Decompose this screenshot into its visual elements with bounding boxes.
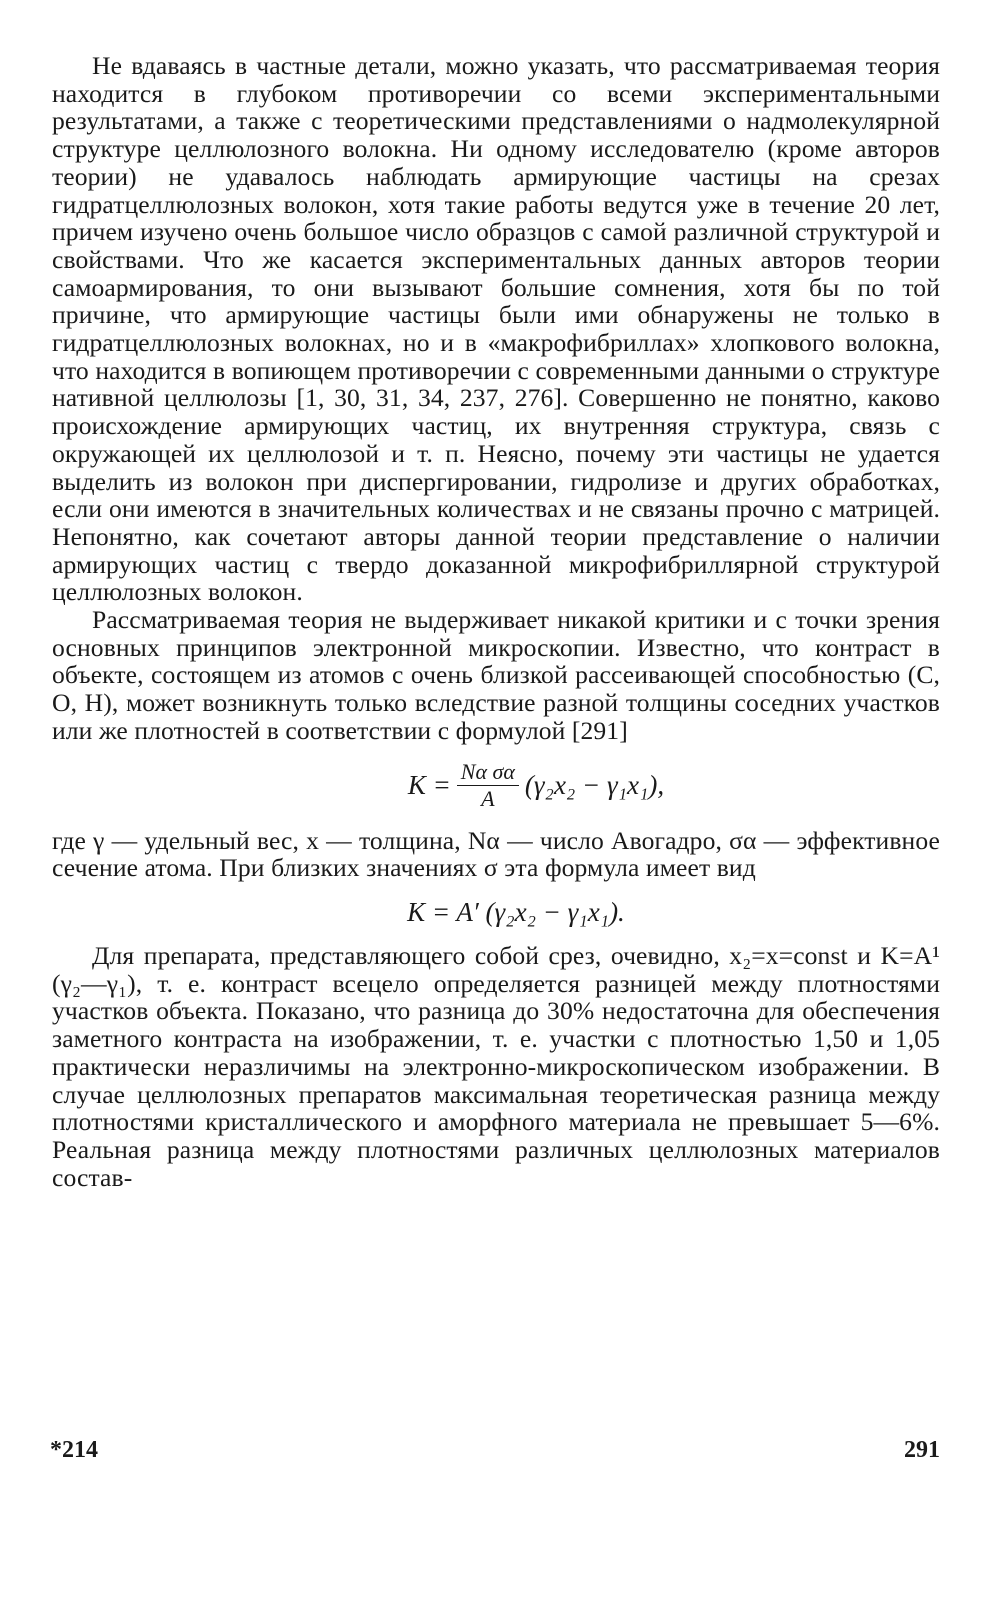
simplified-formula: K = A′ (γ₂x₂ − γ₁x₁). <box>407 896 625 927</box>
contrast-formula <box>52 745 940 827</box>
signature-mark: *214 <box>50 1437 98 1463</box>
formula-fraction <box>457 759 519 812</box>
paragraph-1: Не вдаваясь в частные детали, можно указать, что рассматриваемая теория находится в глубоком противоречии со всеми экспериментальными результатами, а также с теоретическими представлениями о надмолекулярной структуре целлюлозного волокна. Ни одному исследователю (кроме авторов теории) не удавалось наблюдать армирующие частицы на срезах гидратцеллюлозных волокон, хотя такие работы ведутся уже в течение 20 лет, причем изучено очень большое число образцов с самой различной структурой и свойствами. Что же касается экспериментальных данных авторов теории самоармирования, то они вызывают большие сомнения, хотя бы по той причине, что армирующие частицы были ими обнаружены не только в гидратцеллюлозных волокнах, но и в «макрофибриллах» хлопкового волокна, что находится в вопиющем противоречии с современными данными о структуре нативной целлюлозы [1, 30, 31, 34, 237, 276]. Совершенно не понятно, каково происхождение армирующих частиц, их внутренняя структура, связь с окружающей их целлюлозой и т. п. Неясно, почему эти частицы не удается выделить из волокон при диспергировании, гидролизе и других обработках, если они имеются в значительных количествах и не связаны прочно с матрицей. Непонятно, как сочетают авторы данной теории представление о наличии армирующих частиц с твердо доказанной микрофибриллярной структурой целлюлозных волокон. <box>52 51 940 607</box>
page-number: 291 <box>904 1437 940 1463</box>
page-footer <box>50 1437 940 1464</box>
formula-numerator: Nα σα <box>457 759 519 786</box>
paragraph-3: где γ — удельный вес, x — толщина, Nα — число Авогадро, σα — эффективное сечение атома. При близких значениях σ эта формула имеет вид <box>52 825 940 883</box>
formula-denominator: A <box>481 786 495 812</box>
paragraph-2: Рассматриваемая теория не выдерживает никакой критики и с точки зрения основных принципов электронной микроскопии. Известно, что контраст в объекте, состоящем из атомов с очень близкой рассеивающей способностью (С, О, Н), может возникнуть только вследствие разной толщины соседних участков или же плотностей в соответствии с формулой [291] <box>52 605 940 745</box>
formula-lhs: K = <box>407 770 451 801</box>
paragraph-4: Для препарата, представляющего собой срез, очевидно, x₂=x=const и K=A¹ (γ₂—γ₁), т. е. контраст всецело определяется разницей между плотностями участков объекта. Показано, что разница до 30% недостаточна для обеспечения заметного контраста на изображении, т. е. участки с плотностью 1,50 и 1,05 практически неразличимы на электронно-микроскопическом изображении. В случае целлюлозных препаратов максимальная теоретическая разница между плотностями кристаллического и аморфного материала не превышает 5—6%. Реальная разница между плотностями различных целлюлозных материалов состав- <box>52 940 940 1192</box>
formula-rhs: (γ₂x₂ − γ₁x₁), <box>524 770 665 801</box>
